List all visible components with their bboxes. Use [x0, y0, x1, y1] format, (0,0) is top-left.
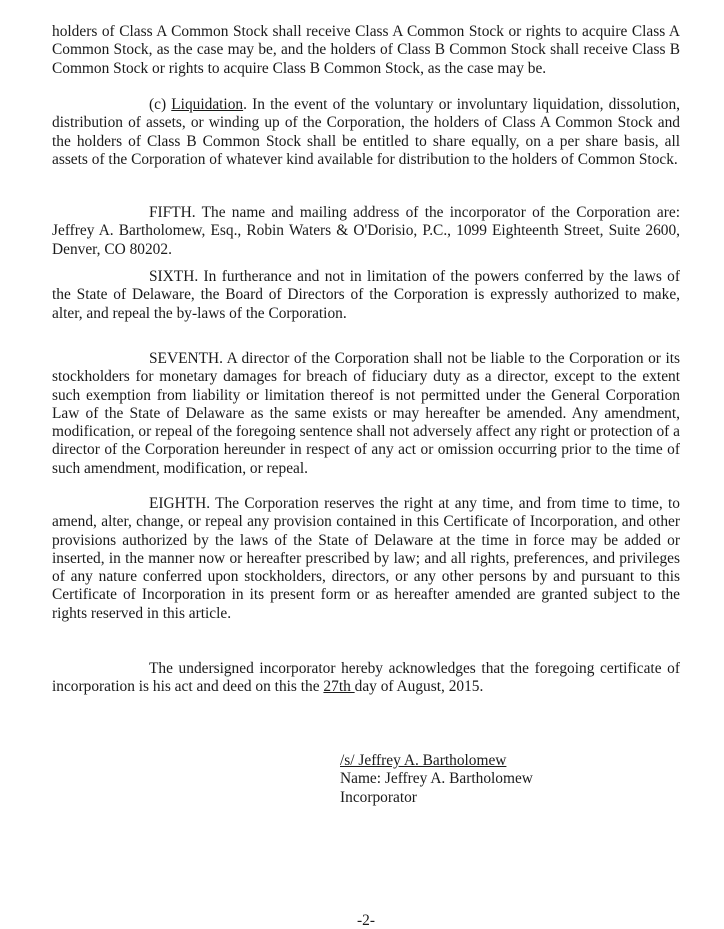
paragraph-text: The undersigned incorporator hereby acknowledges that the foregoing certificate of incorporation is his act and deed on this the — [52, 660, 680, 696]
paragraph-text: FIFTH. The name and mailing address of the incorporator of the Corporation are: Jeffrey A. Bartholomew, Esq., Robin Waters & O'Dorisio, P.C., 1099 Eighteenth Street, Suite 2600, Denver, CO 80202. — [52, 204, 680, 258]
signature-block — [340, 752, 660, 807]
document-page — [52, 0, 682, 929]
paragraph-text: holders of Class A Common Stock shall receive Class A Common Stock or rights to acquire Class A Common Stock, as the case may be, and the holders of Class B Common Stock shall receive Class B Common Stock or rights to acquire Class B Common Stock, as the case may be. — [52, 23, 680, 77]
paragraph-liquidation — [52, 96, 680, 169]
paragraph-sixth — [52, 268, 680, 323]
signatory-name: Name: Jeffrey A. Bartholomew — [340, 770, 533, 788]
signing-day: 27th — [323, 678, 355, 696]
section-label: (c) — [149, 96, 167, 113]
paragraph-text: EIGHTH. The Corporation reserves the right at any time, and from time to time, to amend, alter, change, or repeal any provision contained in this Certificate of Incorporation, and other provisions authorized by the laws of the State of Delaware at the time in force may be added or inserted, in the manner now or hereafter prescribed by law; and all rights, preferences, and privileges of any nature conferred upon stockholders, directors, or any other persons by and pursuant to this Certificate of Incorporation in its present form or as hereafter amended are granted subject to the rights reserved in this article. — [52, 495, 680, 622]
paragraph-seventh — [52, 350, 680, 478]
page-number: -2- — [357, 912, 375, 929]
section-heading: Liquidation — [171, 96, 244, 113]
paragraph-text: SIXTH. In furtherance and not in limitation of the powers conferred by the laws of the State of Delaware, the Board of Directors of the Corporation is expressly authorized to make, alter, and repeal the by-laws of the Corporation. — [52, 268, 680, 322]
signature-line: /s/ Jeffrey A. Bartholomew — [340, 752, 507, 769]
paragraph-text-end: day of August, 2015. — [354, 678, 484, 696]
paragraph-text: SEVENTH. A director of the Corporation shall not be liable to the Corporation or its stockholders for monetary damages for breach of fiduciary duty as a director, except to the extent such exemption from liability or limitation thereof is not permitted under the General Corporation Law of the State of Delaware as the same exists or may hereafter be amended. Any amendment, modification, or repeal of the foregoing sentence shall not adversely affect any right or protection of a director of the Corporation hereunder in respect of any act or omission occurring prior to the time of such amendment, modification, or repeal. — [52, 350, 680, 477]
paragraph-text: . In the event of the voluntary or involuntary liquidation, dissolution, distribution of assets, or winding up of the Corporation, the holders of Class A Common Stock and the holders of Class B Common Stock shall be entitled to share equally, on a per share basis, all assets of the Corporation of whatever kind available for distribution to the holders of Common Stock. — [52, 96, 680, 168]
signatory-title: Incorporator — [340, 788, 417, 806]
paragraph-eighth — [52, 495, 680, 623]
paragraph-fifth — [52, 204, 680, 259]
paragraph-class-rights — [52, 23, 680, 78]
paragraph-acknowledgment — [52, 660, 680, 697]
